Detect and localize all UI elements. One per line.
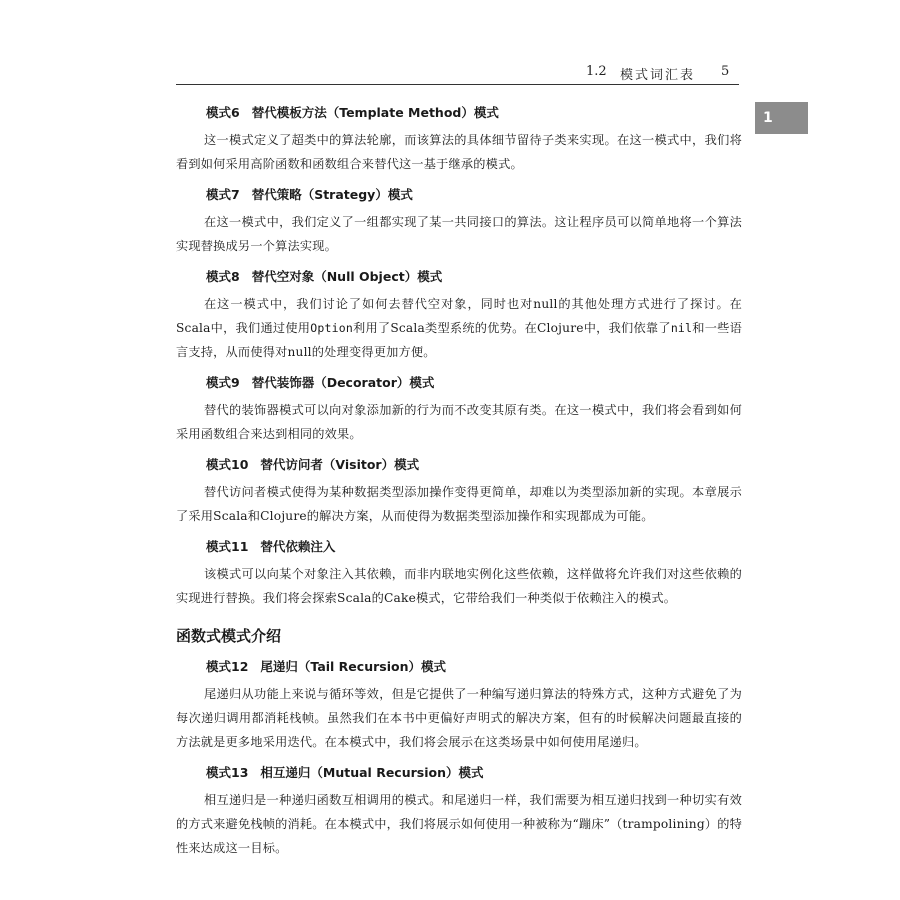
- body-text: 和一些语言支持，从而使得对null的处理变得更加方便。: [176, 321, 742, 359]
- pattern-description: 相互递归是一种递归函数互相调用的模式。和尾递归一样，我们需要为相互递归找到一种切实有效的方式来避免栈帧的消耗。在本模式中，我们将展示如何使用一种被称为“蹦床”（trampolining）的特性来达成这一目标。: [176, 793, 742, 855]
- page-content: [176, 104, 742, 870]
- pattern-heading: [206, 374, 742, 392]
- pattern-description: 替代的装饰器模式可以向对象添加新的行为而不改变其原有类。在这一模式中，我们将会看到如何采用函数组合来达到相同的效果。: [176, 403, 742, 441]
- body-text: 在这一模式中，我们讨论了如何去替代空对象，同时也对null的其他处理方式进行了探讨。在Scala中，我们通过使用: [176, 297, 742, 335]
- chapter-tab: 1: [755, 102, 808, 134]
- code-nil: nil: [670, 321, 693, 335]
- section-heading: 函数式模式介绍: [176, 627, 282, 645]
- pattern-heading: [206, 186, 742, 204]
- pattern-heading: [206, 104, 742, 122]
- page-number: 5: [721, 64, 730, 79]
- pattern-description: 这一模式定义了超类中的算法轮廓，而该算法的具体细节留待子类来实现。在这一模式中，我们将看到如何采用高阶函数和函数组合来替代这一基于继承的模式。: [176, 133, 742, 171]
- pattern-description: 该模式可以向某个对象注入其依赖，而非内联地实例化这些依赖，这样做将允许我们对这些依赖的实现进行替换。我们将会探索Scala的Cake模式，它带给我们一种类似于依赖注入的模式。: [176, 567, 742, 605]
- pattern-heading: [206, 456, 742, 474]
- pattern-title: 尾递归（Tail Recursion）模式: [260, 659, 446, 674]
- pattern-label: 模式11: [206, 539, 249, 554]
- running-head-section-number: 1.2: [586, 64, 607, 79]
- pattern-label: 模式13: [206, 765, 249, 780]
- pattern-label: 模式6: [206, 105, 240, 120]
- pattern-label: 模式7: [206, 187, 240, 202]
- pattern-title: 替代空对象（Null Object）模式: [251, 269, 443, 284]
- pattern-heading: [206, 268, 742, 286]
- running-head: [176, 62, 739, 85]
- pattern-title: 替代模板方法（Template Method）模式: [251, 105, 499, 120]
- pattern-label: 模式9: [206, 375, 240, 390]
- body-text: 利用了Scala类型系统的优势。在Clojure中，我们依靠了: [352, 321, 671, 335]
- pattern-title: 替代访问者（Visitor）模式: [260, 457, 420, 472]
- running-head-section-name: 模式词汇表: [620, 68, 696, 83]
- pattern-heading: [206, 764, 742, 782]
- pattern-label: 模式12: [206, 659, 249, 674]
- pattern-title: 替代装饰器（Decorator）模式: [251, 375, 435, 390]
- pattern-heading: [206, 538, 742, 556]
- pattern-label: 模式10: [206, 457, 249, 472]
- pattern-description: [176, 292, 742, 364]
- pattern-description: 替代访问者模式使得为某种数据类型添加操作变得更简单，却难以为类型添加新的实现。本章展示了采用Scala和Clojure的解决方案，从而使得为数据类型添加操作和实现都成为可能。: [176, 485, 742, 523]
- pattern-heading: [206, 658, 742, 676]
- pattern-description: 尾递归从功能上来说与循环等效，但是它提供了一种编写递归算法的特殊方式，这种方式避免了为每次递归调用都消耗栈帧。虽然我们在本书中更偏好声明式的解决方案，但有的时候解决问题最直接的方法就是更多地采用迭代。在本模式中，我们将会展示在这类场景中如何使用尾递归。: [176, 687, 742, 749]
- pattern-title: 替代策略（Strategy）模式: [251, 187, 413, 202]
- code-option: Option: [310, 321, 353, 335]
- pattern-title: 相互递归（Mutual Recursion）模式: [260, 765, 484, 780]
- pattern-label: 模式8: [206, 269, 240, 284]
- pattern-title: 替代依赖注入: [260, 539, 336, 554]
- pattern-description: 在这一模式中，我们定义了一组都实现了某一共同接口的算法。这让程序员可以简单地将一个算法实现替换成另一个算法实现。: [176, 215, 742, 253]
